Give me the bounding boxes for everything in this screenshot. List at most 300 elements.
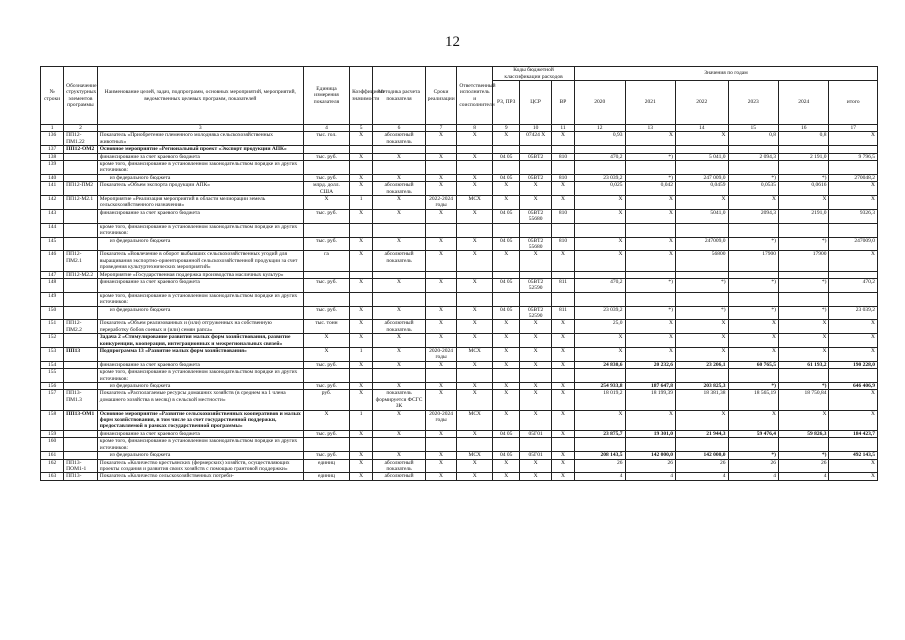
cell-csr: X — [520, 348, 552, 362]
cell-y2021 — [625, 369, 675, 383]
cell-exec — [457, 146, 493, 153]
cell-num: 161 — [41, 452, 64, 459]
cell-csr — [520, 146, 552, 153]
table-row — [41, 306, 878, 320]
cell-code: ПП13-ПОМ1-1 — [64, 459, 98, 473]
cell-num: 139 — [41, 161, 64, 175]
cell-vr: X — [551, 320, 574, 334]
table-row — [41, 452, 878, 459]
cell-vr — [551, 292, 574, 306]
cell-csr — [520, 223, 552, 237]
cell-y2020: 23 039,2 — [575, 174, 625, 181]
cell-coef — [350, 369, 373, 383]
header-2023: 2023 — [728, 81, 778, 125]
cell-unit: тыс. гол. — [303, 132, 349, 146]
cell-num: 157 — [41, 390, 64, 410]
cell-vr: X — [551, 196, 574, 210]
header-budget-group: Коды бюджетной классификации расходов — [493, 67, 575, 81]
cell-code — [64, 438, 98, 452]
cell-y2021: *) — [625, 153, 675, 160]
cell-y2024: X — [779, 348, 829, 362]
cell-vr: X — [551, 473, 574, 480]
cell-method: X — [373, 196, 426, 210]
cell-y2023: 0,0535 — [728, 182, 778, 196]
cell-coef: X — [350, 237, 373, 251]
cell-exec: X — [457, 383, 493, 390]
cell-unit: тыс. руб. — [303, 278, 349, 292]
cell-rz: 04 05 — [493, 452, 520, 459]
cell-exec: X — [457, 251, 493, 271]
cell-unit — [303, 292, 349, 306]
cell-num: 137 — [41, 146, 64, 153]
cell-total: X — [829, 196, 878, 210]
cell-terms: X — [425, 174, 457, 181]
cell-unit — [303, 223, 349, 237]
cell-total: X — [829, 334, 878, 348]
cell-rz: X — [493, 361, 520, 368]
cell-num: 160 — [41, 438, 64, 452]
table-row — [41, 410, 878, 430]
cell-code: ПП12-ПМ2.1 — [64, 251, 98, 271]
cell-num: 140 — [41, 174, 64, 181]
cell-y2021: X — [625, 334, 675, 348]
cell-unit: тыс. руб. — [303, 237, 349, 251]
cell-unit: тыс. руб. — [303, 430, 349, 437]
cell-method — [373, 146, 426, 153]
cell-code — [64, 334, 98, 348]
cell-terms: X — [425, 153, 457, 160]
cell-code: ПП12-М2.2 — [64, 271, 98, 278]
cell-y2024 — [779, 438, 829, 452]
cell-name: кроме того, финансирование в установленном законодательством порядке из других источников: — [97, 223, 303, 237]
header-code: Обозначение структурных элементов программы — [64, 67, 98, 125]
cell-total: 646 406,9 — [829, 383, 878, 390]
cell-vr: X — [551, 348, 574, 362]
table-row — [41, 146, 878, 153]
cell-num: 142 — [41, 196, 64, 210]
cell-rz: 04 05 — [493, 278, 520, 292]
cell-coef — [350, 271, 373, 278]
cell-coef: X — [350, 251, 373, 271]
cell-rz: 04 05 — [493, 174, 520, 181]
cell-terms: 2022-2024 годы — [425, 196, 457, 210]
cell-csr — [520, 292, 552, 306]
header-coef: Коэффициент значимости — [350, 67, 373, 125]
header-name: Наименование целей, задач, подпрограмм, основных мероприятий, мероприятий, ведомственных целевых программ, показателей — [97, 67, 303, 125]
cell-y2021 — [625, 223, 675, 237]
cell-method: абсолютный показатель — [373, 182, 426, 196]
cell-code: ПП13-ОМ1 — [64, 410, 98, 430]
cell-coef: X — [350, 153, 373, 160]
cell-y2023: 60 765,5 — [728, 361, 778, 368]
cell-y2020 — [575, 271, 625, 278]
cell-name: из федерального бюджета — [97, 383, 303, 390]
cell-name: Мероприятие «Государственная поддержка производства масличных культур» — [97, 271, 303, 278]
column-number: 14 — [675, 125, 728, 132]
cell-method: X — [373, 278, 426, 292]
table-row — [41, 223, 878, 237]
table-row — [41, 161, 878, 175]
cell-rz — [493, 223, 520, 237]
table-row — [41, 251, 878, 271]
cell-code: ПП12-ПМ1.22 — [64, 132, 98, 146]
cell-vr: X — [551, 334, 574, 348]
cell-y2023 — [728, 146, 778, 153]
cell-exec: X — [457, 430, 493, 437]
cell-exec: X — [457, 306, 493, 320]
cell-exec: МСХ — [457, 410, 493, 430]
cell-y2024: 0,0616 — [779, 182, 829, 196]
cell-y2020: X — [575, 209, 625, 223]
cell-y2023 — [728, 369, 778, 383]
cell-code: ПП12-М2.1 — [64, 196, 98, 210]
cell-method: абсолютный показатель — [373, 320, 426, 334]
cell-unit: X — [303, 410, 349, 430]
cell-y2022: 5 041,0 — [675, 153, 728, 160]
cell-vr: X — [551, 410, 574, 430]
table-row — [41, 153, 878, 160]
cell-vr: X — [551, 430, 574, 437]
cell-exec: X — [457, 459, 493, 473]
cell-y2024: X — [779, 410, 829, 430]
cell-y2022: 203 825,3 — [675, 383, 728, 390]
cell-csr — [520, 438, 552, 452]
cell-rz: X — [493, 132, 520, 146]
cell-unit: X — [303, 334, 349, 348]
cell-y2020: 23 039,2 — [575, 306, 625, 320]
cell-y2023: *) — [728, 383, 778, 390]
cell-terms — [425, 271, 457, 278]
column-number: 10 — [520, 125, 552, 132]
cell-y2020: 208 143,5 — [575, 452, 625, 459]
cell-total: X — [829, 410, 878, 430]
cell-csr: X — [520, 334, 552, 348]
cell-name: финансирование за счет краевого бюджета — [97, 430, 303, 437]
cell-unit: тыс. руб. — [303, 452, 349, 459]
cell-csr — [520, 161, 552, 175]
column-number: 1 — [41, 125, 64, 132]
table-row — [41, 361, 878, 368]
cell-y2021: 26 — [625, 459, 675, 473]
cell-method: X — [373, 410, 426, 430]
cell-exec: X — [457, 174, 493, 181]
cell-csr: X — [520, 320, 552, 334]
cell-exec — [457, 438, 493, 452]
cell-exec: X — [457, 209, 493, 223]
cell-y2022: *) — [675, 278, 728, 292]
cell-code — [64, 209, 98, 223]
cell-y2021 — [625, 161, 675, 175]
cell-total — [829, 223, 878, 237]
cell-method: показатель формируется ФСГС ЗК — [373, 390, 426, 410]
cell-y2021: X — [625, 348, 675, 362]
cell-method: X — [373, 237, 426, 251]
cell-y2023: 18 565,19 — [728, 390, 778, 410]
table-header — [41, 67, 878, 132]
cell-y2024 — [779, 292, 829, 306]
cell-csr: 05Г01 — [520, 430, 552, 437]
cell-y2023: X — [728, 348, 778, 362]
cell-coef: X — [350, 334, 373, 348]
column-number: 6 — [373, 125, 426, 132]
cell-rz: 04 05 — [493, 209, 520, 223]
cell-code — [64, 383, 98, 390]
cell-num: 144 — [41, 223, 64, 237]
cell-y2023: *) — [728, 237, 778, 251]
cell-num: 138 — [41, 153, 64, 160]
cell-y2024: *) — [779, 174, 829, 181]
cell-y2023: 59 476,4 — [728, 430, 778, 437]
cell-y2024: *) — [779, 452, 829, 459]
cell-y2024 — [779, 271, 829, 278]
cell-exec — [457, 223, 493, 237]
cell-unit: единиц — [303, 473, 349, 480]
cell-total — [829, 438, 878, 452]
header-method: Методика расчета показателя — [373, 67, 426, 125]
cell-terms: 2020-2024 годы — [425, 410, 457, 430]
cell-num: 147 — [41, 271, 64, 278]
cell-code — [64, 452, 98, 459]
table-row — [41, 132, 878, 146]
cell-vr — [551, 161, 574, 175]
column-number: 13 — [625, 125, 675, 132]
cell-y2024: X — [779, 334, 829, 348]
cell-y2023 — [728, 161, 778, 175]
table-row — [41, 383, 878, 390]
table-row — [41, 292, 878, 306]
cell-y2023: *) — [728, 452, 778, 459]
cell-y2023 — [728, 271, 778, 278]
table-row — [41, 209, 878, 223]
cell-num: 153 — [41, 348, 64, 362]
cell-rz — [493, 271, 520, 278]
program-table — [40, 66, 878, 481]
cell-exec: МСХ — [457, 348, 493, 362]
cell-rz: X — [493, 410, 520, 430]
cell-name: из федерального бюджета — [97, 306, 303, 320]
cell-total: 190 228,0 — [829, 361, 878, 368]
cell-y2021: X — [625, 196, 675, 210]
cell-total: X — [829, 132, 878, 146]
cell-exec — [457, 271, 493, 278]
cell-rz: X — [493, 383, 520, 390]
header-terms: Сроки реализации — [425, 67, 457, 125]
cell-code — [64, 306, 98, 320]
column-number: 4 — [303, 125, 349, 132]
table-row — [41, 196, 878, 210]
cell-y2024: 2 191,0 — [779, 153, 829, 160]
cell-vr: X — [551, 452, 574, 459]
cell-name: Показатель «Количество сельскохозяйственных потреби- — [97, 473, 303, 480]
cell-name: кроме того, финансирование в установленном законодательством порядке из других источников: — [97, 161, 303, 175]
cell-vr: X — [551, 361, 574, 368]
cell-y2024 — [779, 369, 829, 383]
header-exec: Ответственный исполнитель и соисполнители — [457, 67, 493, 125]
cell-name: финансирование за счет краевого бюджета — [97, 209, 303, 223]
cell-code: ПП13 — [64, 348, 98, 362]
cell-y2021: 19 301,0 — [625, 430, 675, 437]
cell-coef — [350, 438, 373, 452]
cell-coef: X — [350, 459, 373, 473]
cell-num: 143 — [41, 209, 64, 223]
table-row — [41, 174, 878, 181]
cell-rz: X — [493, 473, 520, 480]
cell-coef — [350, 223, 373, 237]
cell-coef: X — [350, 383, 373, 390]
cell-unit — [303, 146, 349, 153]
cell-y2020: X — [575, 348, 625, 362]
cell-name: кроме того, финансирование в установленном законодательством порядке из других источников: — [97, 292, 303, 306]
cell-y2022: 142 000,0 — [675, 452, 728, 459]
cell-unit: тыс. руб. — [303, 174, 349, 181]
cell-csr: 05ВТ2 — [520, 174, 552, 181]
cell-unit: X — [303, 196, 349, 210]
cell-code — [64, 292, 98, 306]
header-2020: 2020 — [575, 81, 625, 125]
cell-name: Задача 2 «Стимулирование развития малых форм хозяйствования, развитие конкуренции, кооперация, интеграционных и межрегиональных связей» — [97, 334, 303, 348]
cell-terms — [425, 292, 457, 306]
cell-name: Показатель «Вовлечение в оборот выбывших сельскохозяйственных угодий для выращивания экспортно-ориентированной сельскохозяйственной продукции за счет проведения культуртехнических мероприятий» — [97, 251, 303, 271]
cell-coef: X — [350, 473, 373, 480]
cell-y2023: 0,8 — [728, 132, 778, 146]
table-row — [41, 390, 878, 410]
cell-coef: X — [350, 278, 373, 292]
cell-unit: тыс. руб. — [303, 209, 349, 223]
cell-y2024: *) — [779, 278, 829, 292]
cell-y2022: 0,0459 — [675, 182, 728, 196]
table-row — [41, 348, 878, 362]
cell-terms: X — [425, 361, 457, 368]
column-number: 2 — [64, 125, 98, 132]
cell-rz: 04 05 — [493, 306, 520, 320]
cell-csr — [520, 369, 552, 383]
cell-exec: X — [457, 237, 493, 251]
cell-terms — [425, 223, 457, 237]
cell-csr: X — [520, 196, 552, 210]
cell-y2022: 4 — [675, 473, 728, 480]
cell-rz — [493, 146, 520, 153]
header-2021: 2021 — [625, 81, 675, 125]
cell-y2024: 2191,0 — [779, 209, 829, 223]
cell-y2022 — [675, 146, 728, 153]
cell-terms — [425, 146, 457, 153]
cell-rz: X — [493, 182, 520, 196]
cell-unit: млрд. долл. США — [303, 182, 349, 196]
cell-rz: X — [493, 334, 520, 348]
cell-terms: X — [425, 209, 457, 223]
cell-num: 155 — [41, 369, 64, 383]
cell-y2023: X — [728, 334, 778, 348]
cell-method: абсолютный показатель — [373, 132, 426, 146]
cell-coef: X — [350, 361, 373, 368]
cell-name: кроме того, финансирование в установленном законодательством порядке из других источников: — [97, 438, 303, 452]
cell-coef: X — [350, 132, 373, 146]
cell-name: Основное мероприятие «Региональный проект «Экспорт продукции АПК» — [97, 146, 303, 153]
cell-y2020 — [575, 161, 625, 175]
cell-vr: 811 — [551, 278, 574, 292]
cell-y2021: *) — [625, 278, 675, 292]
cell-unit — [303, 369, 349, 383]
cell-exec — [457, 369, 493, 383]
cell-total — [829, 146, 878, 153]
cell-y2023: *) — [728, 306, 778, 320]
cell-y2022: *) — [675, 306, 728, 320]
cell-y2021: 4 — [625, 473, 675, 480]
cell-total: X — [829, 390, 878, 410]
table-row — [41, 438, 878, 452]
cell-csr: 05ВТ2 55680 — [520, 209, 552, 223]
table-row — [41, 320, 878, 334]
cell-method: абсолютный показатель — [373, 251, 426, 271]
cell-unit: тыс. руб. — [303, 361, 349, 368]
cell-y2023: 2094,3 — [728, 209, 778, 223]
header-total: итого — [829, 81, 878, 125]
cell-terms: X — [425, 278, 457, 292]
table-row — [41, 182, 878, 196]
cell-coef: X — [350, 174, 373, 181]
cell-csr: X — [520, 390, 552, 410]
cell-terms: X — [425, 334, 457, 348]
cell-total: 247009,0 — [829, 237, 878, 251]
cell-num: 156 — [41, 383, 64, 390]
cell-total: 9 796,5 — [829, 153, 878, 160]
cell-unit: руб. — [303, 390, 349, 410]
cell-method: X — [373, 306, 426, 320]
cell-rz: X — [493, 459, 520, 473]
cell-y2020: 0,93 — [575, 132, 625, 146]
cell-y2022: X — [675, 410, 728, 430]
cell-y2021 — [625, 271, 675, 278]
cell-y2020: X — [575, 196, 625, 210]
cell-rz: X — [493, 320, 520, 334]
cell-total — [829, 161, 878, 175]
cell-csr — [520, 271, 552, 278]
cell-method: абсолютный показатель — [373, 459, 426, 473]
cell-y2024: 59 826,3 — [779, 430, 829, 437]
table-body — [41, 132, 878, 480]
cell-coef: 1 — [350, 410, 373, 430]
cell-y2020: 24 830,6 — [575, 361, 625, 368]
column-number: 17 — [829, 125, 878, 132]
cell-vr: 810 — [551, 209, 574, 223]
cell-y2022: 26 — [675, 459, 728, 473]
cell-name: Показатель «Располагаемые ресурсы домашних хозяйств (в среднем на 1 члена домашнего хозяйства в месяц) в сельской местности» — [97, 390, 303, 410]
table-row — [41, 430, 878, 437]
cell-total — [829, 271, 878, 278]
cell-csr: 05ВТ2 52590 — [520, 306, 552, 320]
cell-y2023: *) — [728, 174, 778, 181]
cell-vr: 811 — [551, 306, 574, 320]
cell-code — [64, 278, 98, 292]
cell-y2021: 20 232,6 — [625, 361, 675, 368]
cell-y2021 — [625, 438, 675, 452]
cell-coef: 1 — [350, 196, 373, 210]
cell-method: абсолютный — [373, 473, 426, 480]
cell-y2023: 26 — [728, 459, 778, 473]
cell-terms: X — [425, 459, 457, 473]
cell-unit: тыс. руб. — [303, 153, 349, 160]
cell-y2022: X — [675, 334, 728, 348]
cell-rz: 04 05 — [493, 153, 520, 160]
cell-terms: X — [425, 430, 457, 437]
cell-total: X — [829, 348, 878, 362]
cell-name: из федерального бюджета — [97, 452, 303, 459]
cell-y2022: 247009,0 — [675, 237, 728, 251]
column-number: 11 — [551, 125, 574, 132]
cell-method — [373, 369, 426, 383]
cell-exec — [457, 292, 493, 306]
cell-num: 151 — [41, 320, 64, 334]
